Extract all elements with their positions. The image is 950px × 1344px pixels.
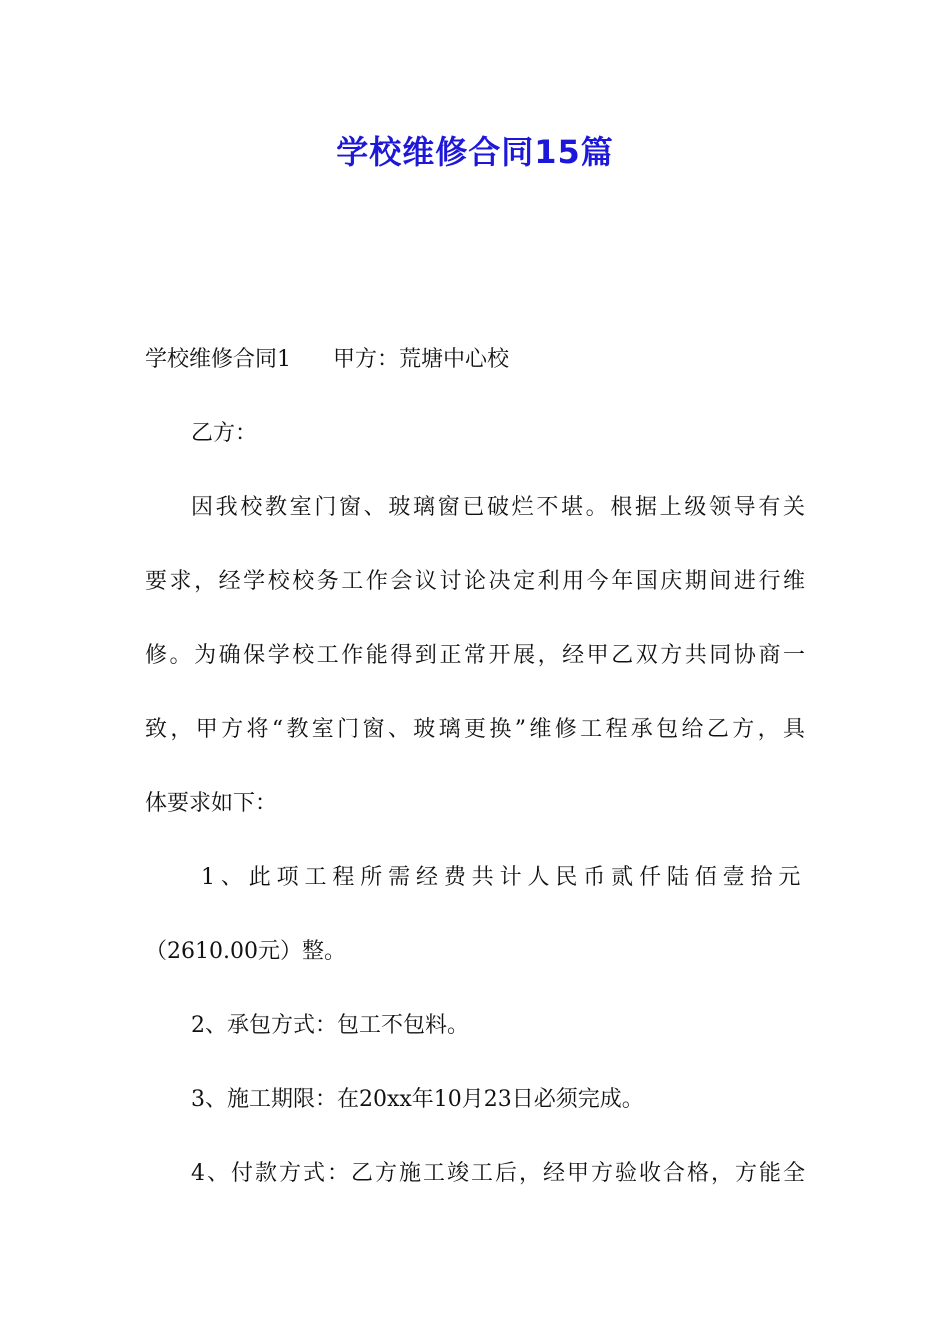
item-4: 4、付款方式：乙方施工竣工后，经甲方验收合格，方能全 — [191, 1161, 805, 1186]
intro-heading: 学校维修合同1 — [145, 347, 291, 372]
item-3: 3、施工期限：在20xx年10月23日必须完成。 — [191, 1087, 644, 1112]
intro-line — [145, 336, 805, 410]
party-a: 甲方：荒塘中心校 — [333, 347, 510, 372]
paragraph-line-2: 要求，经学校校务工作会议讨论决定利用今年国庆期间进行维 — [145, 569, 805, 594]
paragraph-line-4: 致，甲方将“教室门窗、玻璃更换”维修工程承包给乙方，具 — [145, 717, 805, 742]
party-b: 乙方： — [191, 421, 258, 446]
item-2: 2、承包方式：包工不包料。 — [191, 1013, 469, 1038]
paragraph-line-5: 体要求如下： — [145, 791, 278, 816]
paragraph-line-3: 修。为确保学校工作能得到正常开展，经甲乙双方共同协商一 — [145, 643, 805, 668]
paragraph-line-1: 因我校教室门窗、玻璃窗已破烂不堪。根据上级领导有关 — [191, 495, 805, 520]
document-body — [145, 336, 805, 1224]
document-title: 学校维修合同15篇 — [336, 133, 614, 171]
item-1-line-1: 1、此项工程所需经费共计人民币贰仟陆佰壹拾元 — [201, 865, 805, 890]
item-1-line-2: （2610.00元）整。 — [145, 939, 346, 964]
